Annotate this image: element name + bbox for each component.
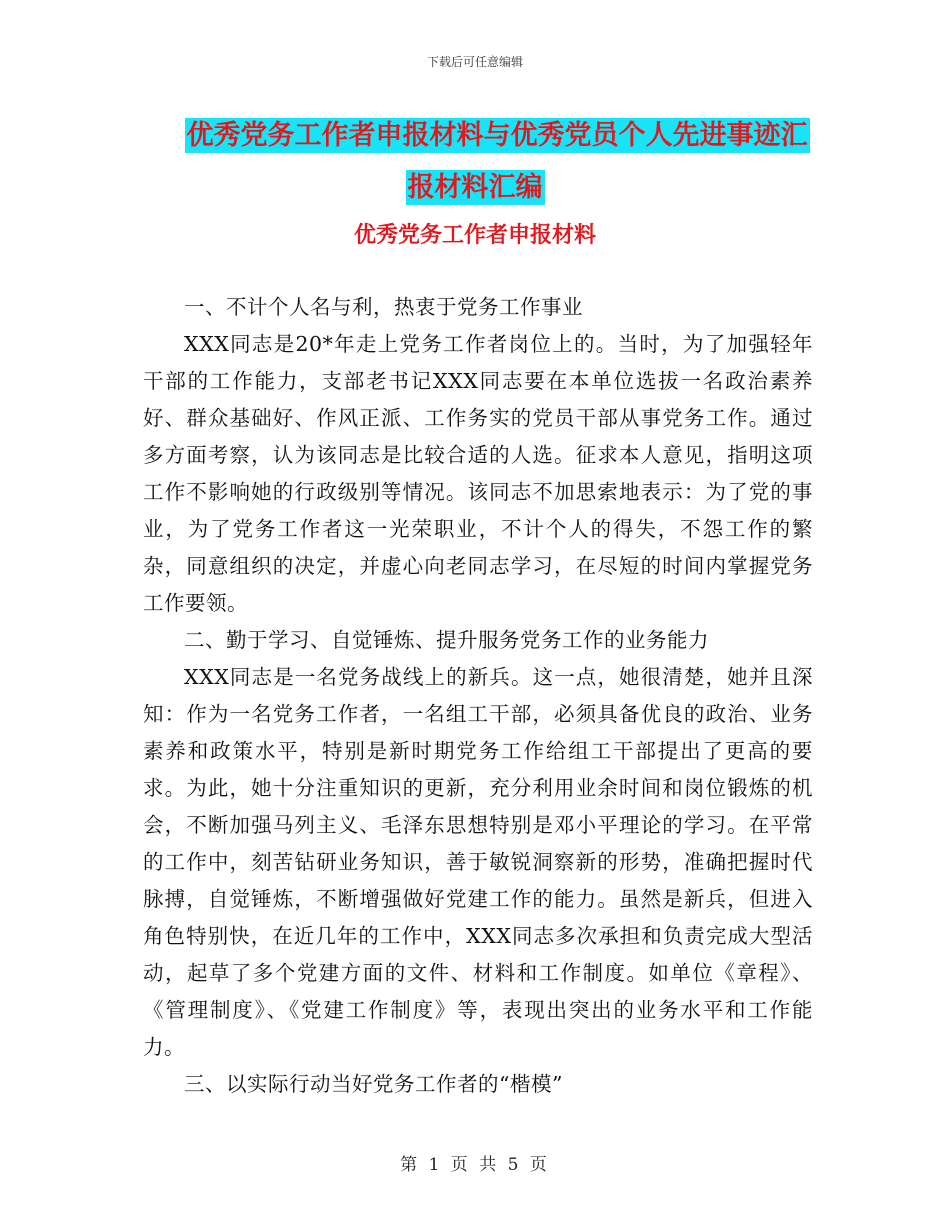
document-title-line-1: 优秀党务工作者申报材料与优秀党员个人先进事迹汇 [186,120,808,151]
paragraph-1: XXX同志是20*年走上党务工作者岗位上的。当时，为了加强轻年干部的工作能力，支部老书记XXX同志要在本单位选拔一名政治素养好、群众基础好、作风正派、工作务实的党员干部从事党务工作。通过多方面考察，认为该同志是比较合适的人选。征求本人意见，指明这项工作不影响她的行政级别等情况。该同志不加思索地表示：为了党的事业，为了党务工作者这一光荣职业，不计个人的得失，不怨工作的繁杂，同意组织的决定，并虚心向老同志学习，在尽短的时间内掌握党务工作要领。 [143,332,813,615]
document-body [143,289,813,1103]
heading-1: 一、不计个人名与利，热衷于党务工作事业 [184,295,583,319]
document-title-line-2: 报材料汇编 [407,172,543,203]
header-note: 下载后可任意编辑 [426,55,523,69]
document-title [0,110,950,214]
heading-3: 三、以实际行动当好党务工作者的“楷模” [184,1072,563,1096]
heading-2: 二、勤于学习、自觉锤炼、提升服务党务工作的业务能力 [184,628,709,652]
section-title: 优秀党务工作者申报材料 [353,223,596,248]
paragraph-2: XXX同志是一名党务战线上的新兵。这一点，她很清楚，她并且深知：作为一名党务工作者，一名组工干部，必须具备优良的政治、业务素养和政策水平，特别是新时期党务工作给组工干部提出了更高的要求。为此，她十分注重知识的更新，充分利用业余时间和岗位锻炼的机会，不断加强马列主义、毛泽东思想特别是邓小平理论的学习。在平常的工作中，刻苦钻研业务知识，善于敏锐洞察新的形势，准确把握时代脉搏，自觉锤炼，不断增强做好党建工作的能力。虽然是新兵，但进入角色特别快，在近几年的工作中，XXX同志多次承担和负责完成大型活动，起草了多个党建方面的文件、材料和工作制度。如单位《章程》、《管理制度》、《党建工作制度》等，表现出突出的业务水平和工作能力。 [143,665,813,1059]
page-number-footer: 第 1 页 共 5 页 [400,1155,550,1175]
